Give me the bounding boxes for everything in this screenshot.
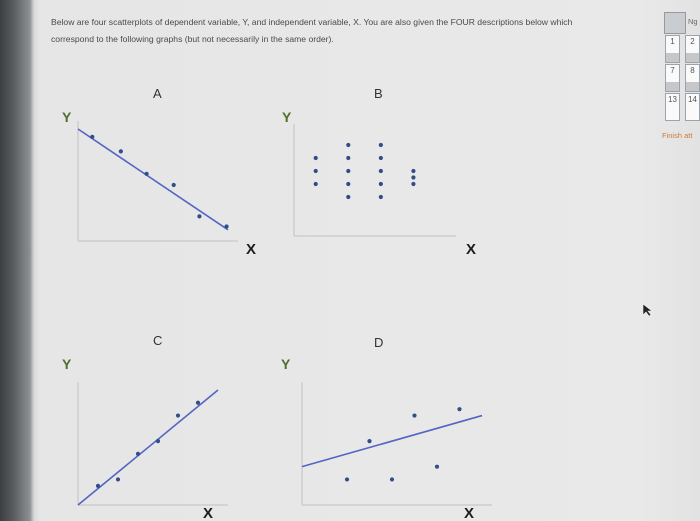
plot-a-point	[172, 183, 176, 187]
plot-b-point	[314, 169, 318, 173]
plot-d-y-label: Y	[281, 356, 291, 372]
question-nav-number: 7	[670, 66, 675, 75]
plot-a-point	[119, 149, 123, 153]
plot-c-point	[196, 401, 200, 405]
question-nav-number: 14	[688, 95, 697, 104]
plot-a-point	[197, 214, 201, 218]
user-avatar	[664, 12, 686, 34]
plot-b-point	[346, 156, 350, 160]
question-nav-7[interactable]	[665, 64, 680, 92]
plot-a-point	[224, 224, 228, 228]
plot-c-point	[116, 477, 120, 481]
mouse-cursor-icon	[642, 303, 652, 317]
plot-a-y-label: Y	[62, 109, 72, 125]
plot-d-point	[435, 465, 439, 469]
plot-c-label: C	[153, 333, 163, 348]
plot-d-label: D	[374, 335, 384, 350]
plot-c-point	[136, 452, 140, 456]
question-nav-8[interactable]	[685, 64, 700, 92]
question-nav-13[interactable]	[665, 93, 680, 121]
plot-c-point	[156, 439, 160, 443]
question-nav-number: 13	[668, 95, 677, 104]
plot-c-trend-line	[78, 390, 218, 505]
plot-b-point	[346, 169, 350, 173]
plot-a-point	[90, 135, 94, 139]
question-text-line1: Below are four scatterplots of dependent variable, Y, and independent variable, X. You are also given the FOUR descriptions below which	[51, 17, 573, 27]
plot-b-point	[314, 156, 318, 160]
question-nav-status	[666, 82, 679, 91]
finish-attempt-link[interactable]: Finish att	[662, 131, 693, 140]
plot-c-point	[176, 413, 180, 417]
plot-b-point	[411, 169, 415, 173]
question-nav-status	[686, 82, 699, 91]
plot-d-x-label: X	[464, 505, 475, 521]
plot-b-point	[379, 143, 383, 147]
plot-b-point	[379, 182, 383, 186]
user-name: Ng	[688, 17, 698, 26]
scatterplots	[34, 0, 650, 521]
plot-a-trend-line	[78, 129, 228, 230]
plot-a-label: A	[153, 86, 162, 101]
plot-b-point	[346, 195, 350, 199]
plot-b-point	[379, 169, 383, 173]
plot-b-x-label: X	[466, 241, 477, 258]
plot-d-point	[367, 439, 371, 443]
plot-b-point	[379, 156, 383, 160]
plot-b-label: B	[374, 86, 383, 101]
question-nav-2[interactable]	[685, 35, 700, 63]
plot-b-point	[379, 195, 383, 199]
plot-a-point	[144, 172, 148, 176]
question-nav-number: 1	[670, 37, 675, 46]
question-text-line2: correspond to the following graphs (but not necessarily in the same order).	[51, 34, 334, 44]
plot-c-point	[96, 484, 100, 488]
plot-d-point	[390, 477, 394, 481]
question-nav-status	[686, 53, 699, 62]
plot-b-point	[411, 175, 415, 179]
quiz-navigation	[652, 0, 700, 521]
plot-d-trend-line	[302, 416, 482, 467]
plot-b-point	[314, 182, 318, 186]
plot-c-x-label: X	[203, 505, 214, 521]
question-nav-number: 2	[690, 37, 695, 46]
question-nav-14[interactable]	[685, 93, 700, 121]
plot-b-point	[346, 182, 350, 186]
plot-d-point	[345, 477, 349, 481]
plot-a-x-label: X	[246, 241, 257, 258]
question-nav-1[interactable]	[665, 35, 680, 63]
question-nav-status	[666, 53, 679, 62]
plot-c-y-label: Y	[62, 356, 72, 372]
plot-d-point	[412, 413, 416, 417]
plot-b-point	[411, 182, 415, 186]
plot-b-y-label: Y	[282, 109, 292, 125]
question-content	[34, 0, 650, 521]
plot-b-point	[346, 143, 350, 147]
question-nav-number: 8	[690, 66, 695, 75]
plot-d-point	[457, 407, 461, 411]
